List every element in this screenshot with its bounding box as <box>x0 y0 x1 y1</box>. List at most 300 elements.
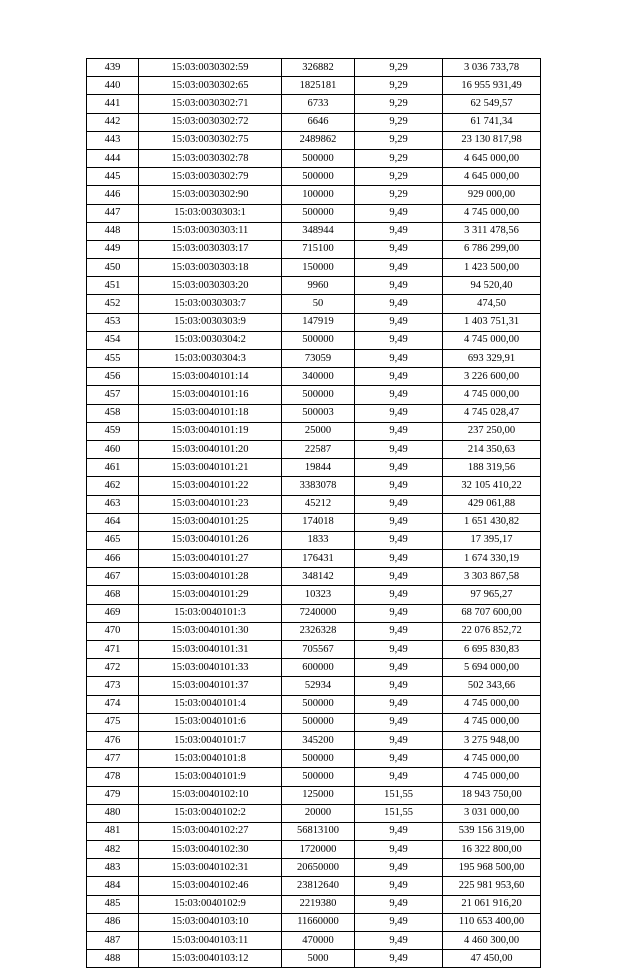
area-cell: 10323 <box>282 586 355 604</box>
cadastral-number-cell: 15:03:0030303:18 <box>139 259 282 277</box>
row-number-cell: 466 <box>87 550 139 568</box>
rate-cell: 9,49 <box>355 695 443 713</box>
row-number-cell: 444 <box>87 149 139 167</box>
area-cell: 176431 <box>282 550 355 568</box>
cadastral-number-cell: 15:03:0040101:8 <box>139 750 282 768</box>
cadastral-number-cell: 15:03:0040101:7 <box>139 731 282 749</box>
row-number-cell: 458 <box>87 404 139 422</box>
rate-cell: 9,29 <box>355 186 443 204</box>
table-row <box>87 404 541 422</box>
cadastral-number-cell: 15:03:0030303:11 <box>139 222 282 240</box>
value-cell: 61 741,34 <box>443 113 541 131</box>
row-number-cell: 480 <box>87 804 139 822</box>
row-number-cell: 463 <box>87 495 139 513</box>
value-cell: 110 653 400,00 <box>443 913 541 931</box>
value-cell: 4 745 000,00 <box>443 386 541 404</box>
value-cell: 4 745 000,00 <box>443 695 541 713</box>
value-cell: 16 955 931,49 <box>443 77 541 95</box>
rate-cell: 9,49 <box>355 531 443 549</box>
rate-cell: 9,49 <box>355 513 443 531</box>
cadastral-number-cell: 15:03:0030302:59 <box>139 59 282 77</box>
cadastral-number-cell: 15:03:0030302:71 <box>139 95 282 113</box>
cadastral-number-cell: 15:03:0030302:65 <box>139 77 282 95</box>
area-cell: 500000 <box>282 750 355 768</box>
row-number-cell: 487 <box>87 932 139 950</box>
area-cell: 348944 <box>282 222 355 240</box>
rate-cell: 9,29 <box>355 149 443 167</box>
table-row <box>87 622 541 640</box>
row-number-cell: 485 <box>87 895 139 913</box>
row-number-cell: 464 <box>87 513 139 531</box>
row-number-cell: 439 <box>87 59 139 77</box>
table-row <box>87 186 541 204</box>
cadastral-number-cell: 15:03:0040101:19 <box>139 422 282 440</box>
row-number-cell: 449 <box>87 240 139 258</box>
cadastral-number-cell: 15:03:0040101:4 <box>139 695 282 713</box>
rate-cell: 9,29 <box>355 131 443 149</box>
rate-cell: 9,49 <box>355 913 443 931</box>
value-cell: 1 423 500,00 <box>443 259 541 277</box>
cadastral-number-cell: 15:03:0040101:37 <box>139 677 282 695</box>
rate-cell: 9,49 <box>355 604 443 622</box>
table-row <box>87 731 541 749</box>
row-number-cell: 443 <box>87 131 139 149</box>
area-cell: 500003 <box>282 404 355 422</box>
table-row <box>87 259 541 277</box>
value-cell: 539 156 319,00 <box>443 822 541 840</box>
row-number-cell: 456 <box>87 368 139 386</box>
row-number-cell: 484 <box>87 877 139 895</box>
value-cell: 502 343,66 <box>443 677 541 695</box>
table-row <box>87 531 541 549</box>
cadastral-number-cell: 15:03:0030303:1 <box>139 204 282 222</box>
row-number-cell: 455 <box>87 350 139 368</box>
rate-cell: 9,29 <box>355 95 443 113</box>
cadastral-number-cell: 15:03:0040103:12 <box>139 950 282 968</box>
value-cell: 3 036 733,78 <box>443 59 541 77</box>
cadastral-number-cell: 15:03:0030304:3 <box>139 350 282 368</box>
cadastral-number-cell: 15:03:0040101:25 <box>139 513 282 531</box>
table-row <box>87 59 541 77</box>
value-cell: 5 694 000,00 <box>443 659 541 677</box>
value-cell: 3 275 948,00 <box>443 731 541 749</box>
value-cell: 4 460 300,00 <box>443 932 541 950</box>
cadastral-number-cell: 15:03:0040101:22 <box>139 477 282 495</box>
area-cell: 20650000 <box>282 859 355 877</box>
cadastral-number-cell: 15:03:0040102:46 <box>139 877 282 895</box>
area-cell: 19844 <box>282 459 355 477</box>
rate-cell: 9,49 <box>355 222 443 240</box>
row-number-cell: 452 <box>87 295 139 313</box>
row-number-cell: 482 <box>87 841 139 859</box>
value-cell: 18 943 750,00 <box>443 786 541 804</box>
cadastral-number-cell: 15:03:0040101:23 <box>139 495 282 513</box>
rate-cell: 9,49 <box>355 877 443 895</box>
area-cell: 125000 <box>282 786 355 804</box>
table-row <box>87 113 541 131</box>
rate-cell: 9,49 <box>355 386 443 404</box>
table-row <box>87 786 541 804</box>
value-cell: 4 745 000,00 <box>443 204 541 222</box>
table-row <box>87 913 541 931</box>
area-cell: 150000 <box>282 259 355 277</box>
rate-cell: 9,49 <box>355 641 443 659</box>
table-row <box>87 313 541 331</box>
row-number-cell: 451 <box>87 277 139 295</box>
value-cell: 237 250,00 <box>443 422 541 440</box>
table-body <box>87 59 541 968</box>
area-cell: 20000 <box>282 804 355 822</box>
cadastral-number-cell: 15:03:0040102:30 <box>139 841 282 859</box>
cadastral-number-cell: 15:03:0040101:30 <box>139 622 282 640</box>
area-cell: 73059 <box>282 350 355 368</box>
table-row <box>87 277 541 295</box>
rate-cell: 9,49 <box>355 550 443 568</box>
row-number-cell: 454 <box>87 331 139 349</box>
row-number-cell: 467 <box>87 568 139 586</box>
table-row <box>87 95 541 113</box>
area-cell: 147919 <box>282 313 355 331</box>
table-row <box>87 240 541 258</box>
row-number-cell: 474 <box>87 695 139 713</box>
row-number-cell: 481 <box>87 822 139 840</box>
cadastral-number-cell: 15:03:0040101:27 <box>139 550 282 568</box>
area-cell: 500000 <box>282 713 355 731</box>
table-row <box>87 822 541 840</box>
cadastral-number-cell: 15:03:0040101:21 <box>139 459 282 477</box>
cadastral-number-cell: 15:03:0040103:11 <box>139 932 282 950</box>
rate-cell: 9,29 <box>355 168 443 186</box>
cadastral-number-cell: 15:03:0040101:3 <box>139 604 282 622</box>
rate-cell: 9,49 <box>355 259 443 277</box>
table-row <box>87 659 541 677</box>
table-row <box>87 222 541 240</box>
rate-cell: 9,49 <box>355 586 443 604</box>
value-cell: 1 403 751,31 <box>443 313 541 331</box>
row-number-cell: 450 <box>87 259 139 277</box>
cadastral-number-cell: 15:03:0030304:2 <box>139 331 282 349</box>
cadastral-number-cell: 15:03:0040101:6 <box>139 713 282 731</box>
rate-cell: 9,49 <box>355 204 443 222</box>
row-number-cell: 460 <box>87 440 139 458</box>
cadastral-number-cell: 15:03:0030302:79 <box>139 168 282 186</box>
area-cell: 9960 <box>282 277 355 295</box>
area-cell: 1720000 <box>282 841 355 859</box>
rate-cell: 9,49 <box>355 350 443 368</box>
rate-cell: 9,49 <box>355 950 443 968</box>
area-cell: 23812640 <box>282 877 355 895</box>
rate-cell: 9,49 <box>355 440 443 458</box>
row-number-cell: 471 <box>87 641 139 659</box>
table-row <box>87 841 541 859</box>
rate-cell: 9,49 <box>355 568 443 586</box>
table-row <box>87 950 541 968</box>
table-row <box>87 713 541 731</box>
area-cell: 348142 <box>282 568 355 586</box>
table-row <box>87 641 541 659</box>
area-cell: 500000 <box>282 695 355 713</box>
value-cell: 4 745 028,47 <box>443 404 541 422</box>
value-cell: 195 968 500,00 <box>443 859 541 877</box>
value-cell: 3 226 600,00 <box>443 368 541 386</box>
row-number-cell: 453 <box>87 313 139 331</box>
cadastral-number-cell: 15:03:0040101:26 <box>139 531 282 549</box>
table-row <box>87 422 541 440</box>
value-cell: 1 651 430,82 <box>443 513 541 531</box>
rate-cell: 9,49 <box>355 477 443 495</box>
rate-cell: 9,29 <box>355 59 443 77</box>
cadastral-number-cell: 15:03:0030302:78 <box>139 149 282 167</box>
value-cell: 429 061,88 <box>443 495 541 513</box>
cadastral-number-cell: 15:03:0040102:27 <box>139 822 282 840</box>
area-cell: 500000 <box>282 386 355 404</box>
rate-cell: 9,49 <box>355 495 443 513</box>
row-number-cell: 462 <box>87 477 139 495</box>
row-number-cell: 457 <box>87 386 139 404</box>
cadastral-number-cell: 15:03:0040101:28 <box>139 568 282 586</box>
table-row <box>87 604 541 622</box>
rate-cell: 9,49 <box>355 841 443 859</box>
value-cell: 4 645 000,00 <box>443 168 541 186</box>
rate-cell: 9,49 <box>355 331 443 349</box>
value-cell: 474,50 <box>443 295 541 313</box>
rate-cell: 9,49 <box>355 277 443 295</box>
value-cell: 62 549,57 <box>443 95 541 113</box>
row-number-cell: 442 <box>87 113 139 131</box>
value-cell: 47 450,00 <box>443 950 541 968</box>
table-row <box>87 586 541 604</box>
cadastral-number-cell: 15:03:0040101:16 <box>139 386 282 404</box>
area-cell: 500000 <box>282 204 355 222</box>
area-cell: 6646 <box>282 113 355 131</box>
row-number-cell: 473 <box>87 677 139 695</box>
area-cell: 340000 <box>282 368 355 386</box>
area-cell: 2219380 <box>282 895 355 913</box>
area-cell: 2326328 <box>282 622 355 640</box>
table-row <box>87 459 541 477</box>
rate-cell: 9,49 <box>355 713 443 731</box>
value-cell: 693 329,91 <box>443 350 541 368</box>
rate-cell: 9,49 <box>355 859 443 877</box>
rate-cell: 9,49 <box>355 422 443 440</box>
value-cell: 3 303 867,58 <box>443 568 541 586</box>
area-cell: 1833 <box>282 531 355 549</box>
row-number-cell: 446 <box>87 186 139 204</box>
area-cell: 56813100 <box>282 822 355 840</box>
table-row <box>87 568 541 586</box>
area-cell: 25000 <box>282 422 355 440</box>
area-cell: 326882 <box>282 59 355 77</box>
value-cell: 929 000,00 <box>443 186 541 204</box>
cadastral-value-table <box>86 58 541 968</box>
rate-cell: 9,49 <box>355 731 443 749</box>
row-number-cell: 461 <box>87 459 139 477</box>
table-row <box>87 677 541 695</box>
rate-cell: 9,49 <box>355 622 443 640</box>
value-cell: 16 322 800,00 <box>443 841 541 859</box>
value-cell: 97 965,27 <box>443 586 541 604</box>
rate-cell: 9,49 <box>355 750 443 768</box>
rate-cell: 9,29 <box>355 77 443 95</box>
rate-cell: 9,49 <box>355 459 443 477</box>
row-number-cell: 476 <box>87 731 139 749</box>
table-row <box>87 895 541 913</box>
table-row <box>87 550 541 568</box>
area-cell: 5000 <box>282 950 355 968</box>
row-number-cell: 440 <box>87 77 139 95</box>
area-cell: 600000 <box>282 659 355 677</box>
area-cell: 715100 <box>282 240 355 258</box>
rate-cell: 9,49 <box>355 822 443 840</box>
table-row <box>87 386 541 404</box>
cadastral-number-cell: 15:03:0040102:31 <box>139 859 282 877</box>
cadastral-number-cell: 15:03:0040101:14 <box>139 368 282 386</box>
cadastral-number-cell: 15:03:0040102:10 <box>139 786 282 804</box>
rate-cell: 9,49 <box>355 659 443 677</box>
area-cell: 11660000 <box>282 913 355 931</box>
value-cell: 6 695 830,83 <box>443 641 541 659</box>
table-row <box>87 350 541 368</box>
cadastral-number-cell: 15:03:0030303:17 <box>139 240 282 258</box>
value-cell: 4 745 000,00 <box>443 331 541 349</box>
value-cell: 21 061 916,20 <box>443 895 541 913</box>
area-cell: 470000 <box>282 932 355 950</box>
rate-cell: 9,49 <box>355 295 443 313</box>
table-row <box>87 513 541 531</box>
value-cell: 1 674 330,19 <box>443 550 541 568</box>
table-row <box>87 368 541 386</box>
cadastral-number-cell: 15:03:0040103:10 <box>139 913 282 931</box>
value-cell: 68 707 600,00 <box>443 604 541 622</box>
area-cell: 500000 <box>282 149 355 167</box>
cadastral-number-cell: 15:03:0040101:20 <box>139 440 282 458</box>
table-row <box>87 331 541 349</box>
area-cell: 500000 <box>282 168 355 186</box>
area-cell: 100000 <box>282 186 355 204</box>
table-row <box>87 149 541 167</box>
row-number-cell: 479 <box>87 786 139 804</box>
cadastral-number-cell: 15:03:0040101:9 <box>139 768 282 786</box>
cadastral-number-cell: 15:03:0030302:90 <box>139 186 282 204</box>
value-cell: 17 395,17 <box>443 531 541 549</box>
table-row <box>87 204 541 222</box>
table-row <box>87 295 541 313</box>
cadastral-number-cell: 15:03:0030303:9 <box>139 313 282 331</box>
cadastral-number-cell: 15:03:0030303:20 <box>139 277 282 295</box>
value-cell: 3 311 478,56 <box>443 222 541 240</box>
cadastral-number-cell: 15:03:0040101:18 <box>139 404 282 422</box>
rate-cell: 9,49 <box>355 932 443 950</box>
area-cell: 500000 <box>282 331 355 349</box>
rate-cell: 151,55 <box>355 786 443 804</box>
rate-cell: 9,49 <box>355 768 443 786</box>
value-cell: 188 319,56 <box>443 459 541 477</box>
area-cell: 500000 <box>282 768 355 786</box>
table-row <box>87 695 541 713</box>
cadastral-number-cell: 15:03:0030303:7 <box>139 295 282 313</box>
table-row <box>87 131 541 149</box>
value-cell: 23 130 817,98 <box>443 131 541 149</box>
area-cell: 174018 <box>282 513 355 531</box>
row-number-cell: 448 <box>87 222 139 240</box>
area-cell: 22587 <box>282 440 355 458</box>
cadastral-number-cell: 15:03:0040102:9 <box>139 895 282 913</box>
area-cell: 6733 <box>282 95 355 113</box>
rate-cell: 9,29 <box>355 113 443 131</box>
row-number-cell: 459 <box>87 422 139 440</box>
table-row <box>87 77 541 95</box>
row-number-cell: 469 <box>87 604 139 622</box>
area-cell: 7240000 <box>282 604 355 622</box>
table-row <box>87 495 541 513</box>
area-cell: 45212 <box>282 495 355 513</box>
row-number-cell: 472 <box>87 659 139 677</box>
table-row <box>87 750 541 768</box>
table-row <box>87 477 541 495</box>
rate-cell: 9,49 <box>355 240 443 258</box>
row-number-cell: 445 <box>87 168 139 186</box>
row-number-cell: 475 <box>87 713 139 731</box>
rate-cell: 9,49 <box>355 313 443 331</box>
value-cell: 4 745 000,00 <box>443 750 541 768</box>
cadastral-number-cell: 15:03:0040101:31 <box>139 641 282 659</box>
row-number-cell: 468 <box>87 586 139 604</box>
row-number-cell: 477 <box>87 750 139 768</box>
value-cell: 94 520,40 <box>443 277 541 295</box>
area-cell: 1825181 <box>282 77 355 95</box>
row-number-cell: 447 <box>87 204 139 222</box>
value-cell: 32 105 410,22 <box>443 477 541 495</box>
cadastral-number-cell: 15:03:0040101:29 <box>139 586 282 604</box>
area-cell: 3383078 <box>282 477 355 495</box>
value-cell: 214 350,63 <box>443 440 541 458</box>
rate-cell: 151,55 <box>355 804 443 822</box>
row-number-cell: 465 <box>87 531 139 549</box>
table-row <box>87 768 541 786</box>
row-number-cell: 488 <box>87 950 139 968</box>
row-number-cell: 470 <box>87 622 139 640</box>
table-row <box>87 859 541 877</box>
table-row <box>87 932 541 950</box>
value-cell: 6 786 299,00 <box>443 240 541 258</box>
table-row <box>87 440 541 458</box>
row-number-cell: 483 <box>87 859 139 877</box>
row-number-cell: 486 <box>87 913 139 931</box>
rate-cell: 9,49 <box>355 677 443 695</box>
table-row <box>87 877 541 895</box>
cadastral-number-cell: 15:03:0040101:33 <box>139 659 282 677</box>
area-cell: 345200 <box>282 731 355 749</box>
table-row <box>87 804 541 822</box>
rate-cell: 9,49 <box>355 368 443 386</box>
value-cell: 3 031 000,00 <box>443 804 541 822</box>
cadastral-number-cell: 15:03:0030302:72 <box>139 113 282 131</box>
value-cell: 225 981 953,60 <box>443 877 541 895</box>
area-cell: 2489862 <box>282 131 355 149</box>
table-row <box>87 168 541 186</box>
row-number-cell: 478 <box>87 768 139 786</box>
area-cell: 52934 <box>282 677 355 695</box>
cadastral-number-cell: 15:03:0030302:75 <box>139 131 282 149</box>
value-cell: 4 645 000,00 <box>443 149 541 167</box>
rate-cell: 9,49 <box>355 404 443 422</box>
area-cell: 705567 <box>282 641 355 659</box>
value-cell: 22 076 852,72 <box>443 622 541 640</box>
cadastral-number-cell: 15:03:0040102:2 <box>139 804 282 822</box>
area-cell: 50 <box>282 295 355 313</box>
value-cell: 4 745 000,00 <box>443 713 541 731</box>
row-number-cell: 441 <box>87 95 139 113</box>
